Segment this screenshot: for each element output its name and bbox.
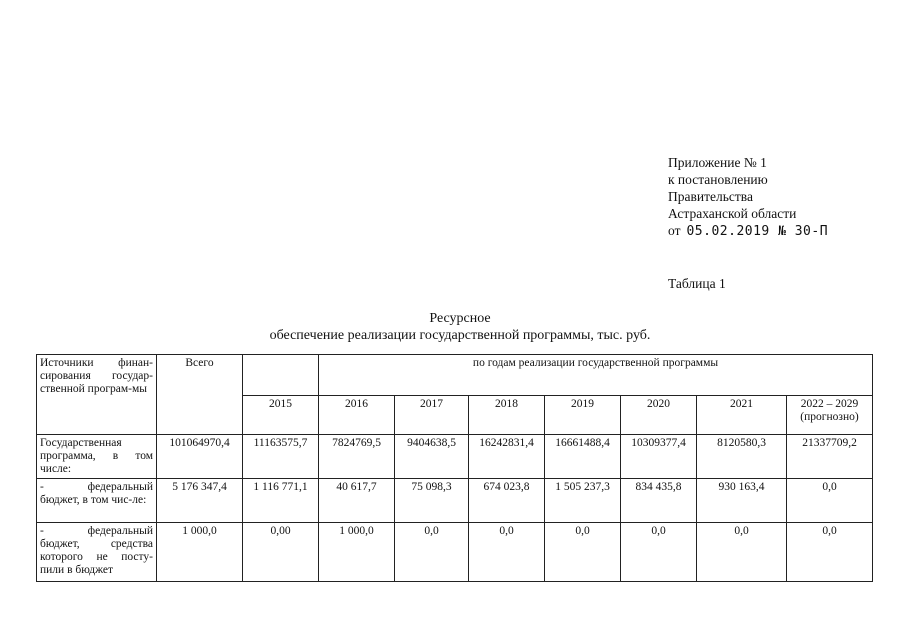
row-total: 1 000,0 xyxy=(157,523,243,582)
row-value: 16242831,4 xyxy=(469,435,545,479)
row-value: 75 098,3 xyxy=(395,479,469,523)
row-value: 40 617,7 xyxy=(319,479,395,523)
year-header: 2020 xyxy=(621,396,697,435)
appendix-government: Правительства xyxy=(668,189,753,204)
appendix-date-stamp: 05.02.2019 № 30-П xyxy=(686,224,829,239)
resource-table xyxy=(36,354,873,582)
row-value: 11163575,7 xyxy=(243,435,319,479)
appendix-title: Приложение № 1 xyxy=(668,155,767,170)
row-total: 5 176 347,4 xyxy=(157,479,243,523)
appendix-date-prefix: от xyxy=(668,223,681,238)
total-header: Всего xyxy=(157,355,243,435)
row-value: 0,00 xyxy=(243,523,319,582)
appendix-block xyxy=(668,154,828,240)
row-value: 930 163,4 xyxy=(697,479,787,523)
row-value: 834 435,8 xyxy=(621,479,697,523)
row-value: 1 000,0 xyxy=(319,523,395,582)
year-header: 2019 xyxy=(545,396,621,435)
row-value: 0,0 xyxy=(787,523,873,582)
year-header: 2018 xyxy=(469,396,545,435)
row-value: 21337709,2 xyxy=(787,435,873,479)
row-value: 1 505 237,3 xyxy=(545,479,621,523)
year-header: 2015 xyxy=(243,396,319,435)
row-value: 0,0 xyxy=(787,479,873,523)
row-value: 0,0 xyxy=(395,523,469,582)
row-total: 101064970,4 xyxy=(157,435,243,479)
table-row xyxy=(37,479,873,523)
row-value: 7824769,5 xyxy=(319,435,395,479)
heading-subtitle: обеспечение реализации государственной программы, тыс. руб. xyxy=(269,328,651,343)
row-value: 1 116 771,1 xyxy=(243,479,319,523)
heading-title: Ресурсное xyxy=(429,311,491,326)
year-header: 2021 xyxy=(697,396,787,435)
row-source: - федеральный бюджет, средства которого не посту-пили в бюджет xyxy=(37,523,157,582)
years-header: по годам реализации государственной программы xyxy=(319,355,873,396)
row-value: 0,0 xyxy=(621,523,697,582)
row-value: 16661488,4 xyxy=(545,435,621,479)
table-number: Таблица 1 xyxy=(668,276,726,291)
row-value: 9404638,5 xyxy=(395,435,469,479)
year-header: 2016 xyxy=(319,396,395,435)
row-value: 674 023,8 xyxy=(469,479,545,523)
row-value: 10309377,4 xyxy=(621,435,697,479)
row-source: Государственная программа, в том числе: xyxy=(37,435,157,479)
appendix-date-line xyxy=(668,222,828,240)
year-header: 2022 – 2029 (прогнозно) xyxy=(787,396,873,435)
appendix-resolution: к постановлению xyxy=(668,172,768,187)
row-value: 8120580,3 xyxy=(697,435,787,479)
row-value: 0,0 xyxy=(697,523,787,582)
source-header: Источники финан-сирования государ-ственной програм-мы xyxy=(37,355,157,435)
empty-header-cell xyxy=(243,355,319,396)
row-value: 0,0 xyxy=(545,523,621,582)
row-value: 0,0 xyxy=(469,523,545,582)
appendix-region: Астраханской области xyxy=(668,206,797,221)
year-header: 2017 xyxy=(395,396,469,435)
row-source: - федеральный бюджет, в том чис-ле: xyxy=(37,479,157,523)
table-row xyxy=(37,523,873,582)
header-row-1 xyxy=(37,355,873,396)
table-row xyxy=(37,435,873,479)
